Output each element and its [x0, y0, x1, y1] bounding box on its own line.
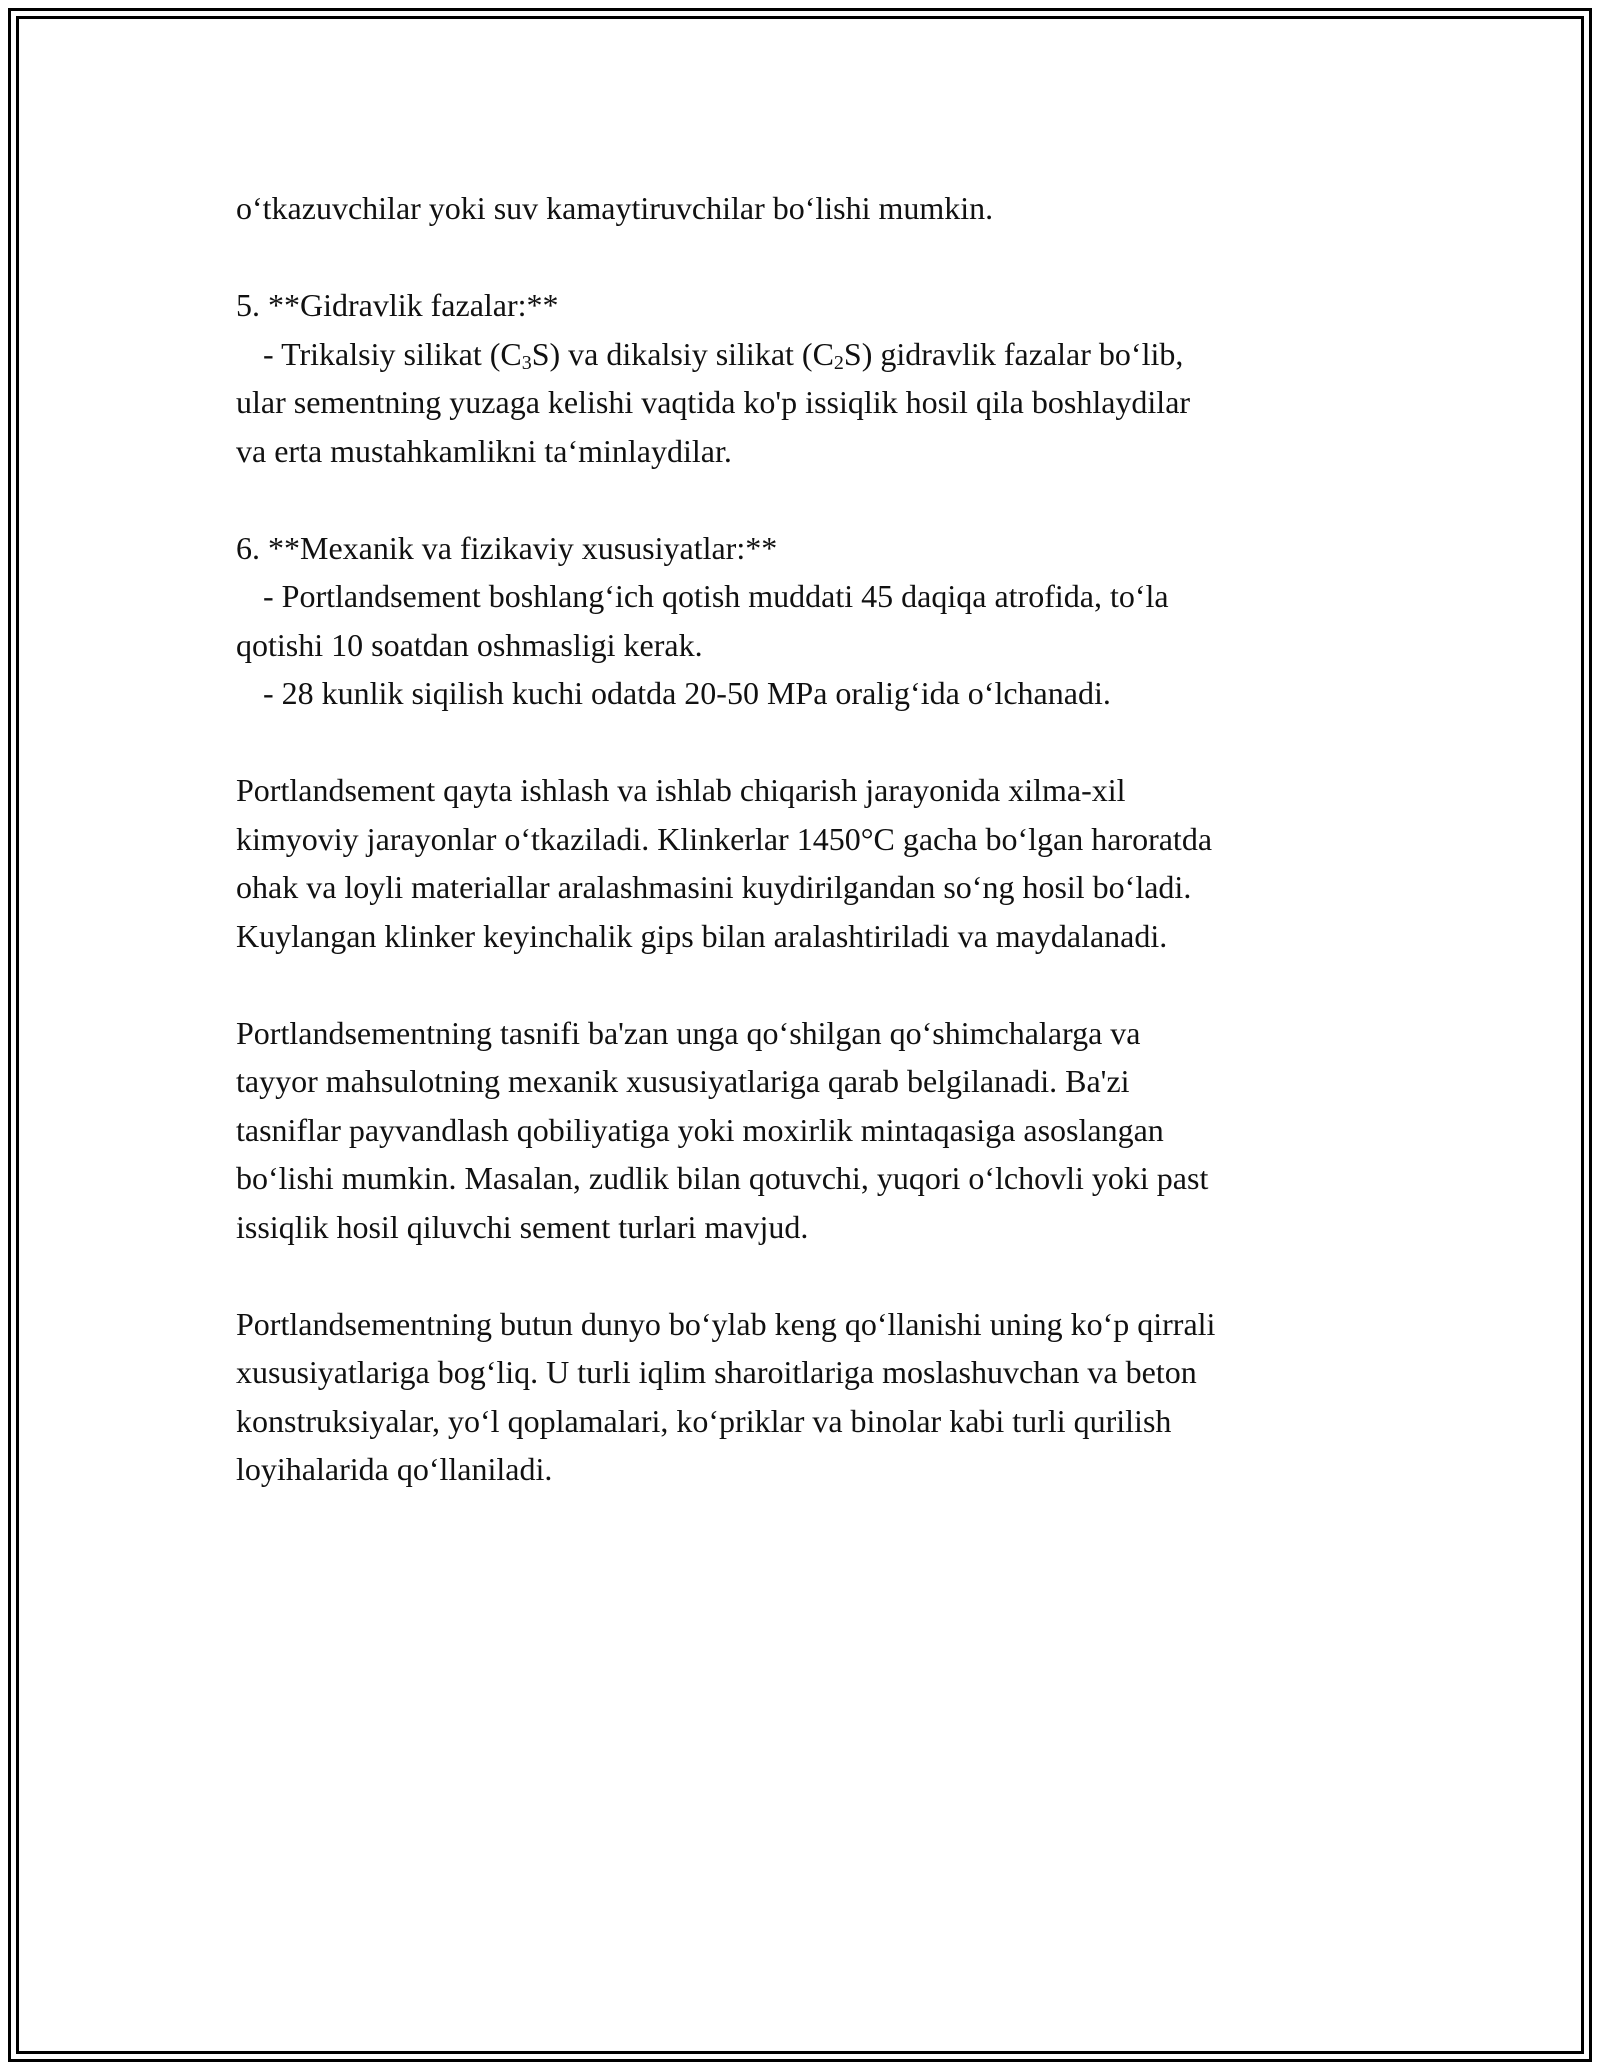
paragraph-line: Kuylangan klinker keyinchalik gips bilan aralashtiriladi va maydalanadi.	[236, 917, 1168, 954]
section-6-bullet-1-line-2: qotishi 10 soatdan oshmasligi kerak.	[236, 626, 703, 663]
paragraph-line: Portlandsementning tasnifi ba'zan unga qo‘shilgan qo‘shimchalarga va	[236, 1014, 1141, 1051]
text-segment: - Trikalsiy silikat (C	[263, 335, 522, 372]
section-5-heading: 5. **Gidravlik fazalar:**	[236, 287, 559, 323]
paragraph-line: Portlandsementning butun dunyo bo‘ylab keng qo‘llanishi uning ko‘p qirrali	[236, 1305, 1216, 1342]
paragraph-line: konstruksiyalar, yo‘l qoplamalari, ko‘priklar va binolar kabi turli qurilish	[236, 1402, 1172, 1439]
document-body	[236, 184, 1376, 1494]
paragraph-gap	[236, 1251, 1376, 1300]
text-segment: S) gidravlik fazalar bo‘lib,	[843, 335, 1184, 372]
paragraph-gap	[236, 475, 1376, 524]
paragraph-line: issiqlik hosil qiluvchi sement turlari mavjud.	[236, 1208, 809, 1245]
paragraph-line: ohak va loyli materiallar aralashmasini kuydirilgandan so‘ng hosil bo‘ladi.	[236, 869, 1192, 905]
paragraph-gap	[236, 960, 1376, 1009]
section-6-bullet-1-line-1: - Portlandsement boshlang‘ich qotish muddati 45 daqiqa atrofida, to‘la	[263, 578, 1169, 614]
section-6-bullet-2: - 28 kunlik siqilish kuchi odatda 20-50 MPa oralig‘ida o‘lchanadi.	[263, 675, 1111, 711]
paragraph-gap	[236, 233, 1376, 282]
section-5-bullet-line-1	[236, 330, 1376, 379]
paragraph-line: loyihalarida qo‘llaniladi.	[236, 1451, 553, 1487]
section-6-heading: 6. **Mexanik va fizikaviy xususiyatlar:**	[236, 529, 778, 566]
section-5-bullet-line-2: ular sementning yuzaga kelishi vaqtida ko'p issiqlik hosil qila boshlaydilar	[236, 384, 1191, 420]
paragraph-line: bo‘lishi mumkin. Masalan, zudlik bilan qotuvchi, yuqori o‘lchovli yoki past	[236, 1160, 1209, 1196]
paragraph-line: tayyor mahsulotning mexanik xususiyatlariga qarab belgilanadi. Ba'zi	[236, 1063, 1130, 1099]
paragraph-line: tasniflar payvandlash qobiliyatiga yoki moxirlik mintaqasiga asoslangan	[236, 1111, 1164, 1148]
text-segment: S) va dikalsiy silikat (C	[531, 335, 834, 372]
paragraph-gap	[236, 718, 1376, 767]
paragraph-line: Portlandsement qayta ishlash va ishlab chiqarish jarayonida xilma-xil	[236, 772, 1126, 808]
section-5-bullet-line-3: va erta mustahkamlikni ta‘minlaydilar.	[236, 432, 732, 469]
paragraph-line: xususiyatlariga bog‘liq. U turli iqlim sharoitlariga moslashuvchan va beton	[236, 1354, 1197, 1390]
paragraph-intro: o‘tkazuvchilar yoki suv kamaytiruvchilar bo‘lishi mumkin.	[236, 190, 994, 226]
subscript-3: 3	[521, 351, 532, 374]
paragraph-line: kimyoviy jarayonlar o‘tkaziladi. Klinkerlar 1450°C gacha bo‘lgan haroratda	[236, 820, 1213, 857]
subscript-2: 2	[833, 351, 844, 374]
